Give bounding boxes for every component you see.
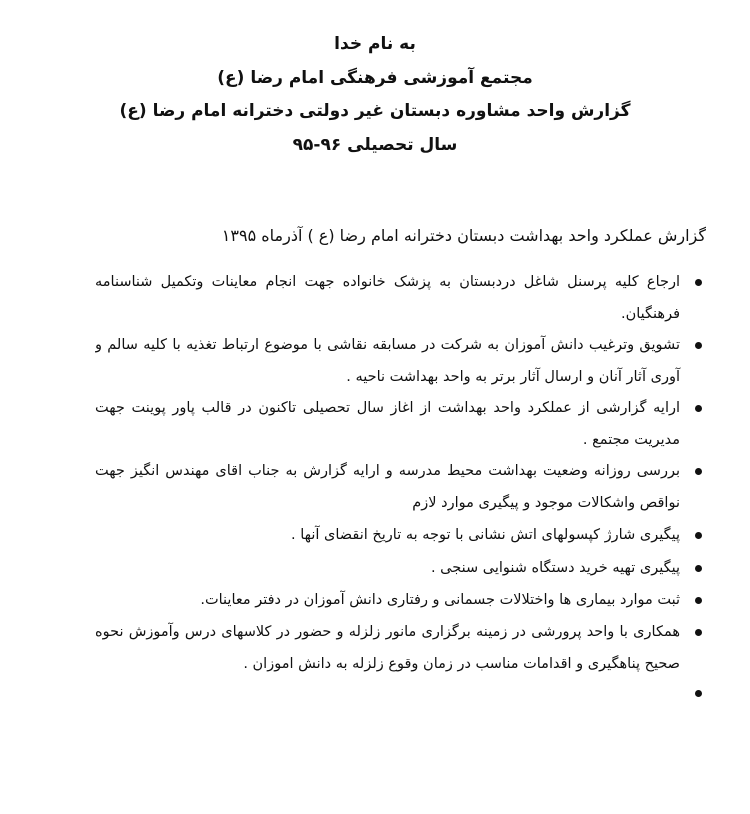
header-line-3: گزارش واحد مشاوره دبستان غیر دولتی دخترانه امام رضا (ع): [119, 101, 631, 121]
bullet-line: آوری آثار آنان و ارسال آثار برتر به واحد بهداشت ناحیه .: [346, 369, 680, 385]
bullet-item: [95, 677, 680, 709]
bullet-item: [95, 329, 680, 393]
bullet-line: پیگیری شارژ کپسولهای اتش نشانی با توجه به تاریخ انقضای آنها .: [291, 527, 680, 543]
bullet-dot-icon: [695, 279, 702, 286]
header-line-4: سال تحصیلی ۹۶-۹۵: [292, 135, 458, 155]
bullet-line: صحیح پناهگیری و اقدامات مناسب در زمان وقوع زلزله به دانش اموزان .: [243, 656, 680, 672]
bullet-line: [95, 677, 680, 709]
bullet-line: ارایه گزارشی از عملکرد واحد بهداشت از اغاز سال تحصیلی تاکنون در قالب پاور پوینت جهت: [95, 400, 680, 416]
bullet-item: [95, 519, 680, 551]
bullet-dot-icon: [695, 690, 702, 697]
bullet-item: [95, 455, 680, 519]
bullet-line: ثبت موارد بیماری ها واختلالات جسمانی و رفتاری دانش آموزان در دفتر معاینات.: [200, 592, 680, 608]
bullet-item: [95, 392, 680, 456]
bullet-line: فرهنگیان.: [620, 306, 680, 322]
bullet-dot-icon: [695, 468, 702, 475]
bullet-dot-icon: [695, 532, 702, 539]
bullet-dot-icon: [695, 597, 702, 604]
bullet-line: نواقص واشکالات موجود و پیگیری موارد لازم: [412, 495, 680, 511]
bullet-line: تشویق وترغیب دانش آموزان به شرکت در مسابقه نقاشی با موضوع ارتباط تغذیه با کلیه سالم و: [95, 337, 680, 353]
header-line-2: مجتمع آموزشی فرهنگی امام رضا (ع): [217, 68, 533, 88]
bullet-item: [95, 266, 680, 330]
bullet-item: [95, 584, 680, 616]
bullet-dot-icon: [695, 405, 702, 412]
bullet-line: ارجاع کلیه پرسنل شاغل دردبستان به پزشک خانواده جهت انجام معاینات وتکمیل شناسنامه: [95, 274, 680, 290]
bullet-line: همکاری با واحد پرورشی در زمینه برگزاری مانور زلزله و حضور در کلاسهای درس وآموزش نحوه: [95, 624, 680, 640]
bullet-dot-icon: [695, 629, 702, 636]
report-subtitle: گزارش عملکرد واحد بهداشت دبستان دخترانه امام رضا (ع ) آذرماه ۱۳۹۵: [221, 226, 706, 245]
bullet-line: مدیریت مجتمع .: [582, 432, 680, 448]
bullet-line: پیگیری تهیه خرید دستگاه شنوایی سنجی .: [430, 560, 680, 576]
bullet-line: بررسی روزانه وضعیت بهداشت محیط مدرسه و ارایه گزارش به جناب اقای مهندس انگیز جهت: [95, 463, 680, 479]
bullet-dot-icon: [695, 342, 702, 349]
bullet-item: [95, 616, 680, 680]
bullet-dot-icon: [695, 565, 702, 572]
bullet-item: [95, 552, 680, 584]
header-line-1: به نام خدا: [334, 34, 416, 54]
